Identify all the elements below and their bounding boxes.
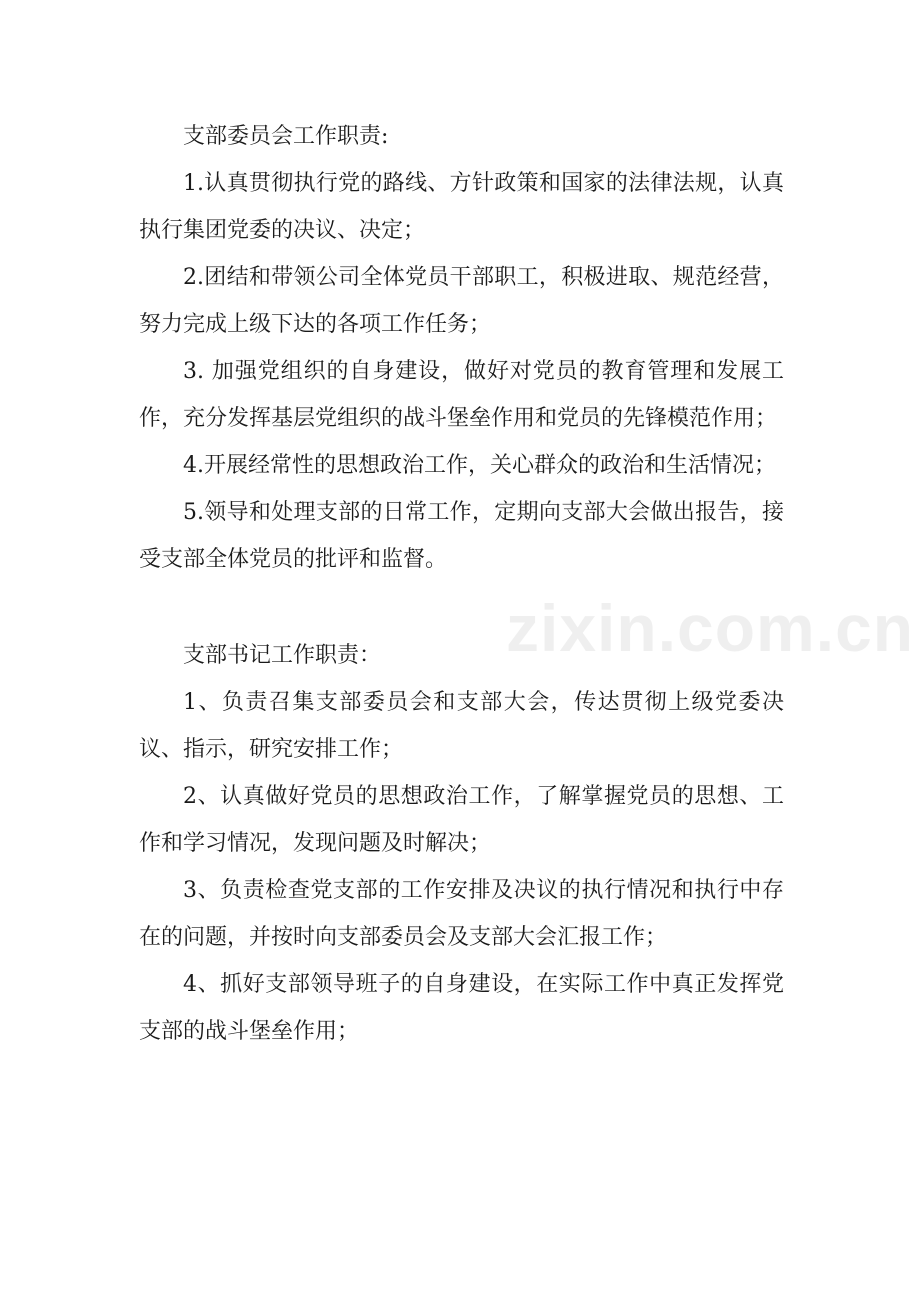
committee-duty-2: 2.团结和带领公司全体党员干部职工，积极进取、规范经营，努力完成上级下达的各项工作任务； [139,265,784,337]
committee-duty-1: 1.认真贯彻执行党的路线、方针政策和国家的法律法规，认真执行集团党委的决议、决定； [139,171,784,243]
section-heading-committee: 支部委员会工作职责: [183,124,389,149]
secretary-duty-1: 1、负责召集支部委员会和支部大会，传达贯彻上级党委决议、指示，研究安排工作； [139,690,784,762]
committee-duty-4: 4.开展经常性的思想政治工作，关心群众的政治和生活情况； [183,453,776,478]
document-body [139,113,784,1055]
section-heading-secretary: 支部书记工作职责： [183,643,382,668]
committee-duty-3: 3. 加强党组织的自身建设，做好对党员的教育管理和发展工作，充分发挥基层党组织的战斗堡垒作用和党员的先锋模范作用； [139,359,784,431]
secretary-duty-3: 3、负责检查党支部的工作安排及决议的执行情况和执行中存在的问题，并按时向支部委员会及支部大会汇报工作； [139,878,784,950]
committee-duty-5: 5.领导和处理支部的日常工作，定期向支部大会做出报告，接受支部全体党员的批评和监督。 [139,500,784,572]
secretary-duty-4: 4、抓好支部领导班子的自身建设，在实际工作中真正发挥党支部的战斗堡垒作用； [139,972,784,1044]
section-divider [139,583,784,632]
secretary-duty-2: 2、认真做好党员的思想政治工作，了解掌握党员的思想、工作和学习情况，发现问题及时解决； [139,784,784,856]
watermark: zixin.com.cn [506,591,915,665]
